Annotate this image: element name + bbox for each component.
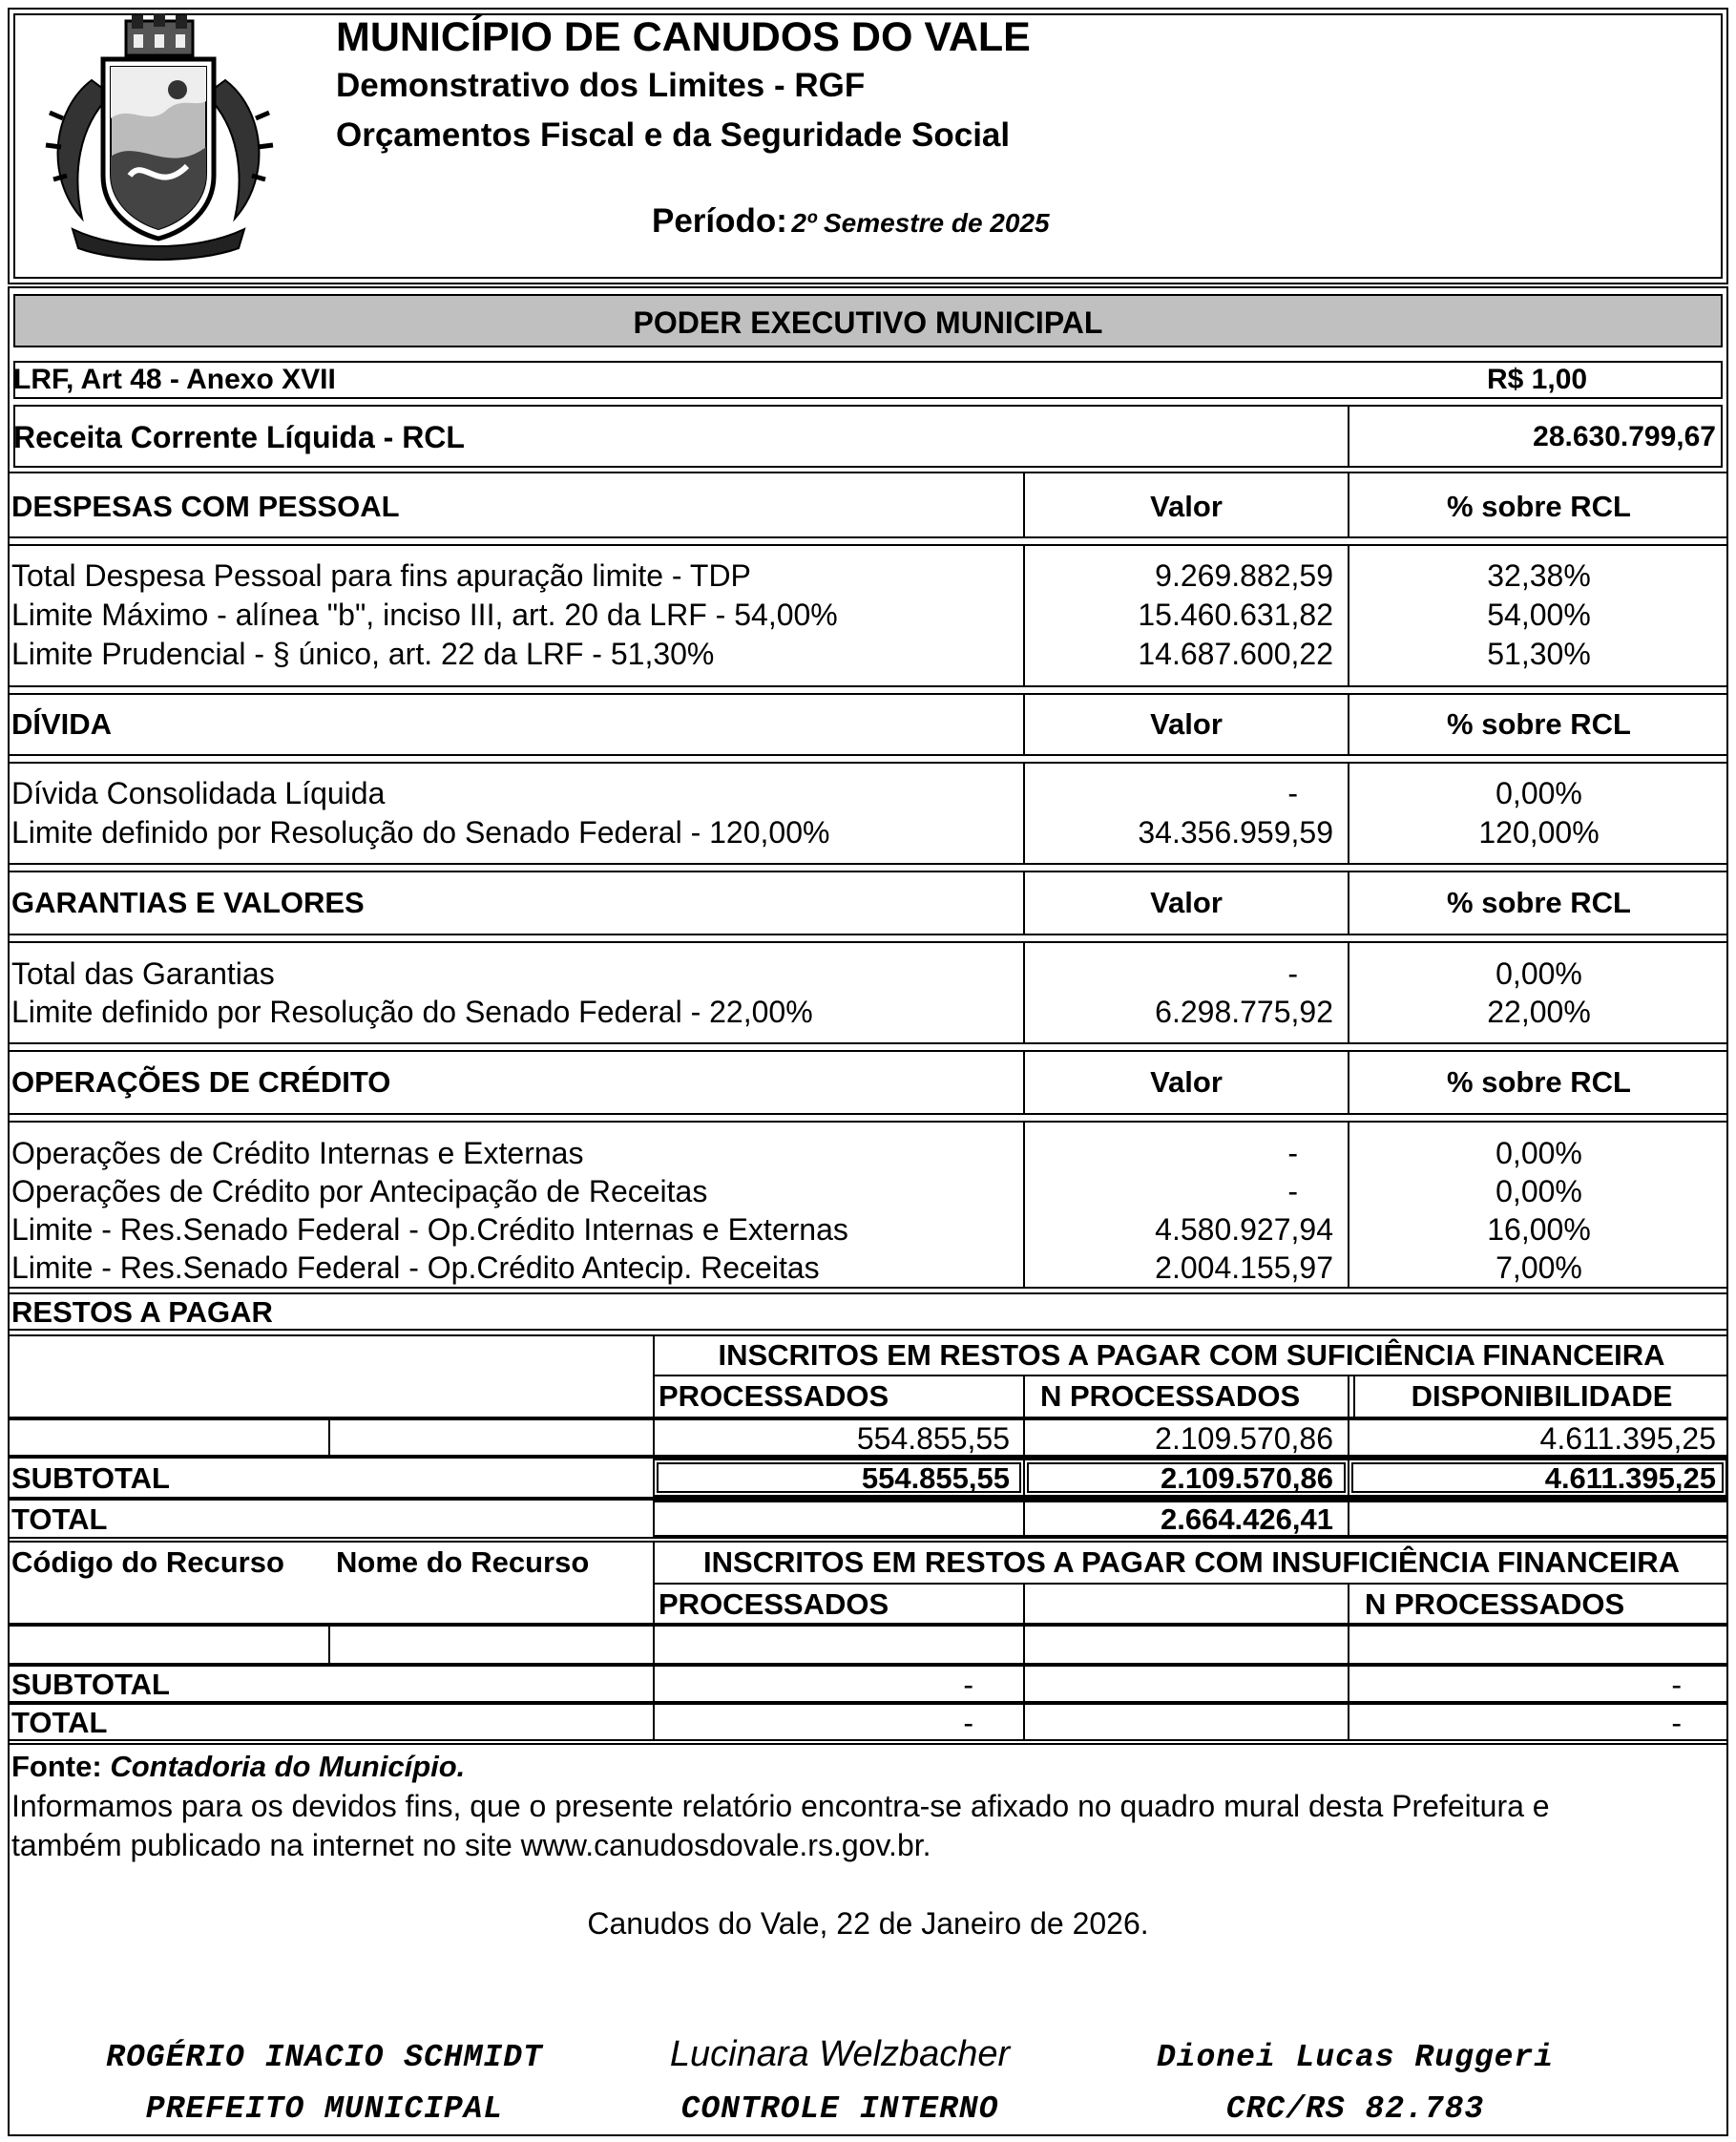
table-row-value: 6.298.775,92: [1155, 995, 1333, 1029]
notice-line: também publicado na internet no site www.canudosdovale.rs.gov.br.: [11, 1828, 931, 1862]
table-row-label: Limite - Res.Senado Federal - Op.Crédito Internas e Externas: [11, 1212, 848, 1247]
restos-disponibilidade-value: 4.611.395,25: [1539, 1421, 1716, 1456]
signature-role: CRC/RS 82.783: [1225, 2091, 1485, 2127]
table-row-label: Total das Garantias: [11, 956, 275, 991]
restos-ins-subtotal-processados: -: [963, 1668, 973, 1702]
table-row-label: Limite Prudencial - § único, art. 22 da LRF - 51,30%: [11, 637, 715, 671]
table-row-value: -: [1287, 776, 1298, 810]
signature-role: CONTROLE INTERNO: [680, 2091, 999, 2127]
signature-name: Lucinara Welzbacher: [669, 2034, 1011, 2074]
despesas-title: DESPESAS COM PESSOAL: [11, 490, 400, 523]
restos-subtotal-processados: 554.855,55: [861, 1461, 1010, 1495]
restos-ins-total-processados: -: [963, 1706, 973, 1740]
restos-subtotal-disponibilidade: 4.611.395,25: [1544, 1461, 1716, 1495]
operacoes-title: OPERAÇÕES DE CRÉDITO: [11, 1065, 391, 1099]
source-label: Fonte:: [11, 1750, 102, 1783]
table-row-label: Limite definido por Resolução do Senado Federal - 120,00%: [11, 815, 830, 850]
restos-ins-col-n-processados: N PROCESSADOS: [1365, 1587, 1625, 1621]
operacoes-col-percent: % sobre RCL: [1447, 1065, 1631, 1099]
divida-col-value: Valor: [1150, 707, 1223, 741]
power-title: PODER EXECUTIVO MUNICIPAL: [633, 305, 1103, 340]
signature-name: Dionei Lucas Ruggeri: [1156, 2040, 1555, 2075]
table-row-value: 15.460.631,82: [1138, 598, 1333, 632]
nome-recurso-label: Nome do Recurso: [336, 1545, 590, 1579]
restos-subtotal-n-processados: 2.109.570,86: [1160, 1461, 1333, 1495]
table-row-percent: 0,00%: [1495, 1136, 1582, 1170]
table-row-value: -: [1287, 1136, 1298, 1170]
report-scope: Orçamentos Fiscal e da Seguridade Social: [336, 116, 1011, 154]
signature-name: ROGÉRIO INACIO SCHMIDT: [106, 2040, 543, 2075]
signature-role: PREFEITO MUNICIPAL: [145, 2091, 504, 2127]
garantias-title: GARANTIAS E VALORES: [11, 886, 365, 919]
rcl-value: 28.630.799,67: [1533, 421, 1716, 452]
garantias-col-value: Valor: [1150, 886, 1223, 919]
total-cell: [1348, 1501, 1728, 1537]
restos-ins-data-row: [8, 1625, 1728, 1665]
table-row-percent: 120,00%: [1478, 815, 1600, 850]
table-row-percent: 7,00%: [1495, 1250, 1582, 1285]
table-row-value: -: [1287, 956, 1298, 991]
municipal-coat-of-arms-icon: [34, 13, 282, 263]
restos-ins-subtotal-n-processados: -: [1671, 1668, 1682, 1702]
table-row-value: 9.269.882,59: [1155, 558, 1333, 593]
period: [652, 204, 1050, 238]
operacoes-col-value: Valor: [1150, 1065, 1223, 1099]
table-row-percent: 32,38%: [1487, 558, 1591, 593]
rcl-label: Receita Corrente Líquida - RCL: [13, 420, 465, 454]
table-row-value: 4.580.927,94: [1155, 1212, 1333, 1247]
restos-col-disponibilidade: DISPONIBILIDADE: [1411, 1379, 1673, 1413]
table-row-value: 2.004.155,97: [1155, 1250, 1333, 1285]
divida-col-percent: % sobre RCL: [1447, 707, 1631, 741]
despesas-col-percent: % sobre RCL: [1447, 490, 1631, 523]
currency-unit: R$ 1,00: [1487, 364, 1588, 395]
divida-title: DÍVIDA: [11, 707, 113, 741]
table-row-label: Operações de Crédito Internas e Externas: [11, 1136, 584, 1170]
garantias-col-percent: % sobre RCL: [1447, 886, 1631, 919]
restos-processados-value: 554.855,55: [856, 1421, 1010, 1456]
restos-title: RESTOS A PAGAR: [11, 1295, 273, 1329]
restos-ins-col-processados: PROCESSADOS: [659, 1587, 889, 1621]
restos-ins-total-label: TOTAL: [11, 1706, 108, 1739]
table-row-percent: 0,00%: [1495, 776, 1582, 810]
table-row-percent: 0,00%: [1495, 956, 1582, 991]
codigo-recurso-label: Código do Recurso: [11, 1545, 284, 1579]
place-date: Canudos do Vale, 22 de Janeiro de 2026.: [587, 1906, 1149, 1941]
notice-line: Informamos para os devidos fins, que o presente relatório encontra-se afixado no quadro mural desta Prefeitura e: [11, 1789, 1550, 1823]
table-row-label: Limite Máximo - alínea "b", inciso III, art. 20 da LRF - 54,00%: [11, 598, 838, 632]
restos-ins-total-n-processados: -: [1671, 1706, 1682, 1740]
period-label: Período:: [652, 202, 787, 240]
despesas-col-value: Valor: [1150, 490, 1223, 523]
total-cell: [653, 1501, 1025, 1537]
table-row-percent: 54,00%: [1487, 598, 1591, 632]
table-row-percent: 22,00%: [1487, 995, 1591, 1029]
table-row-percent: 0,00%: [1495, 1174, 1582, 1208]
restos-suf-title: INSCRITOS EM RESTOS A PAGAR COM SUFICIÊNCIA FINANCEIRA: [718, 1338, 1665, 1372]
table-row-value: 14.687.600,22: [1138, 637, 1333, 671]
source-value: Contadoria do Município.: [110, 1750, 466, 1783]
table-row-percent: 51,30%: [1487, 637, 1591, 671]
table-row-label: Limite definido por Resolução do Senado Federal - 22,00%: [11, 995, 813, 1029]
restos-col-n-processados: N PROCESSADOS: [1040, 1379, 1301, 1413]
table-row-value: 34.356.959,59: [1138, 815, 1333, 850]
restos-ins-subtotal-label: SUBTOTAL: [11, 1668, 170, 1701]
report-subtitle: Demonstrativo dos Limites - RGF: [336, 67, 866, 104]
restos-n-processados-value: 2.109.570,86: [1155, 1421, 1333, 1456]
lrf-reference: LRF, Art 48 - Anexo XVII: [13, 364, 336, 395]
restos-ins-title: INSCRITOS EM RESTOS A PAGAR COM INSUFICIÊNCIA FINANCEIRA: [702, 1545, 1681, 1579]
table-row-label: Total Despesa Pessoal para fins apuração limite - TDP: [11, 558, 751, 593]
source-line: [11, 1752, 465, 1781]
table-row-label: Dívida Consolidada Líquida: [11, 776, 386, 810]
table-row-percent: 16,00%: [1487, 1212, 1591, 1247]
restos-subtotal-label: SUBTOTAL: [11, 1461, 170, 1495]
table-row-label: Limite - Res.Senado Federal - Op.Crédito Antecip. Receitas: [11, 1250, 820, 1285]
restos-total-label: TOTAL: [11, 1502, 108, 1536]
table-row-label: Operações de Crédito por Antecipação de Receitas: [11, 1174, 708, 1208]
municipality-title: MUNICÍPIO DE CANUDOS DO VALE: [336, 14, 1031, 60]
period-value: 2º Semestre de 2025: [791, 208, 1050, 238]
restos-col-processados: PROCESSADOS: [659, 1379, 889, 1413]
table-row-value: -: [1287, 1174, 1298, 1208]
restos-total-value: 2.664.426,41: [1160, 1502, 1333, 1536]
